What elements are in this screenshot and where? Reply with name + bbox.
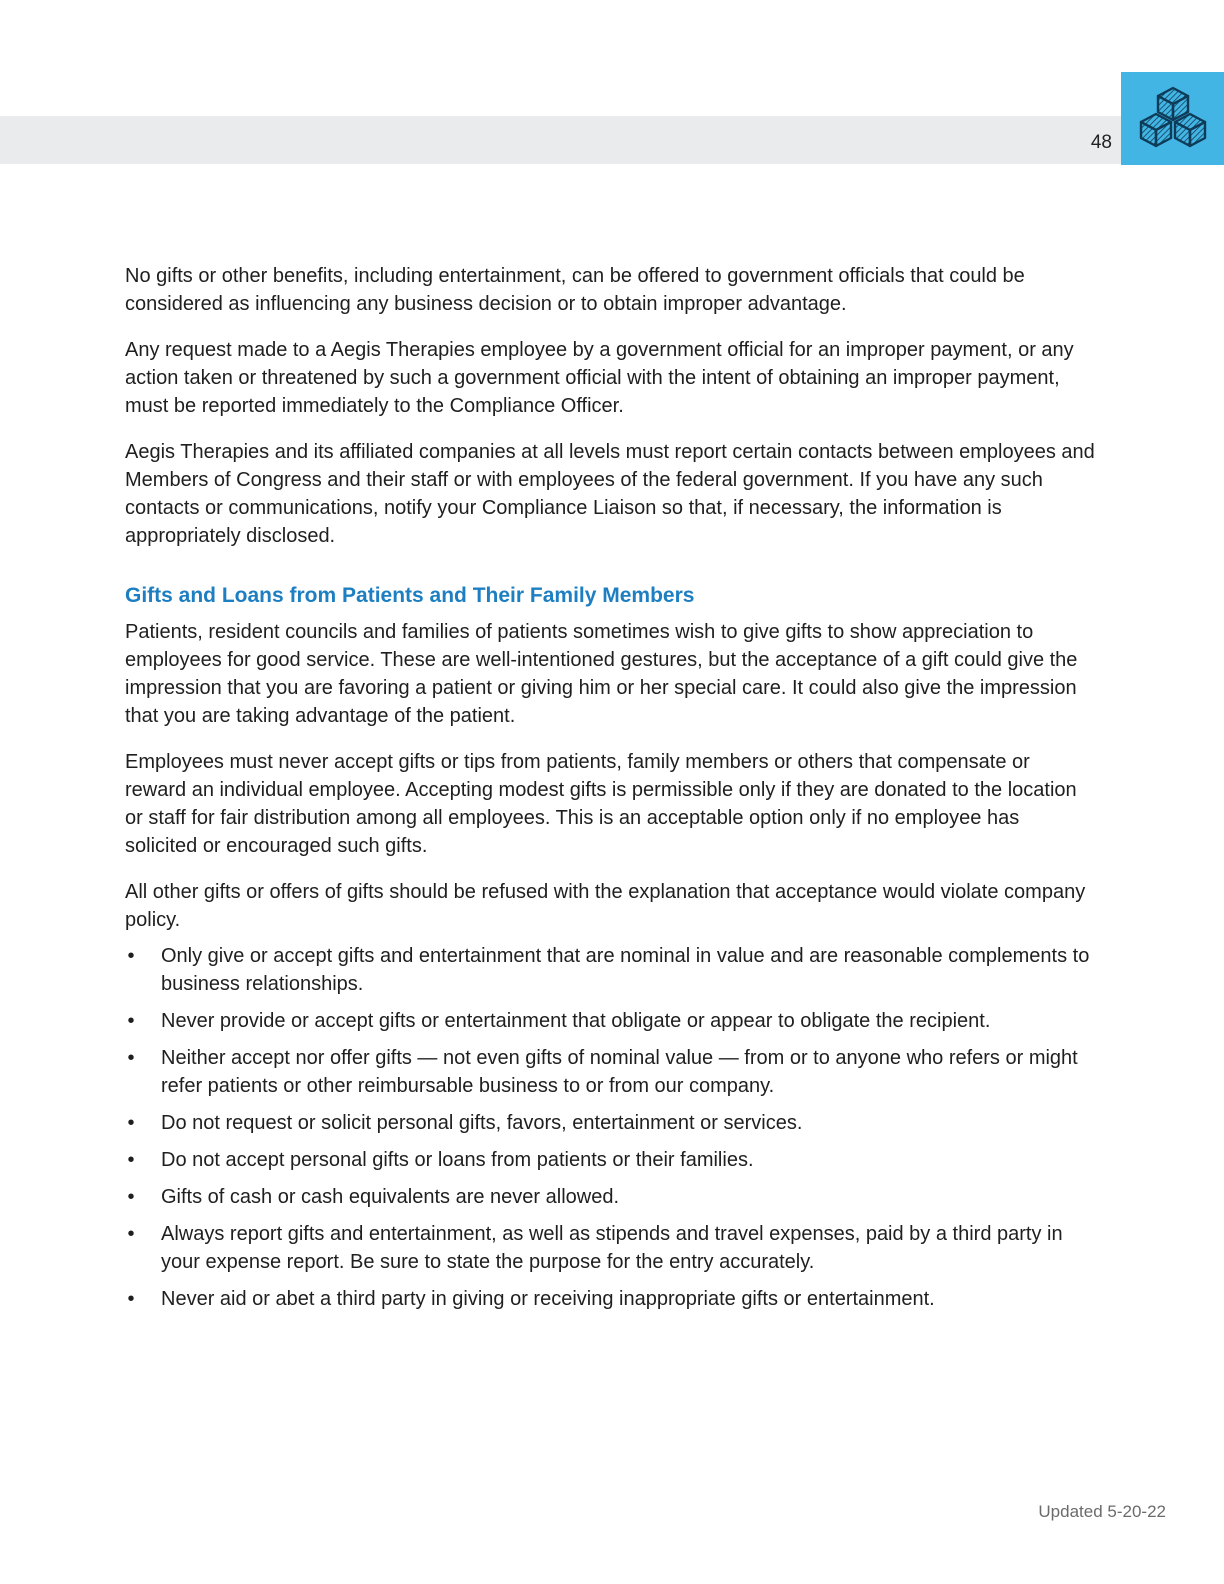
list-item [125,1109,1095,1137]
document-body [125,262,1095,1322]
list-item [125,1146,1095,1174]
bullet-icon: • [127,945,135,967]
footer-updated-date: Updated 5-20-22 [1038,1502,1166,1521]
bullet-icon: • [127,1149,135,1171]
list-item-text: Gifts of cash or cash equivalents are never allowed. [161,1186,620,1208]
list-item-text: Do not accept personal gifts or loans from patients or their families. [161,1149,754,1171]
header-band [0,116,1224,164]
list-item-text: Do not request or solicit personal gifts, favors, entertainment or services. [161,1112,803,1134]
paragraph-patient-gifts: Patients, resident councils and families of patients sometimes wish to give gifts to show appreciation to employees for good service. These are well-intentioned gestures, but the acceptance of a gift could give the impression that you are favoring a patient or giving him or her special care. It could also give the impression that you are taking advantage of the patient. [125,621,1078,727]
list-item-text: Never aid or abet a third party in giving or receiving inappropriate gifts or entertainment. [161,1288,935,1310]
page-number: 48 [1090,132,1112,153]
list-item-text: Always report gifts and entertainment, as well as stipends and travel expenses, paid by a third party in your expense report. Be sure to state the purpose for the entry accurately. [161,1223,1063,1273]
list-item [125,1220,1095,1276]
paragraph-government-gifts: No gifts or other benefits, including entertainment, can be offered to government officials that could be considered as influencing any business decision or to obtain improper advantage. [125,265,1025,315]
list-item [125,1044,1095,1100]
bullet-icon: • [127,1047,135,1069]
paragraph-refuse-gifts: All other gifts or offers of gifts should be refused with the explanation that acceptance would violate company policy. [125,881,1086,931]
list-item-text: Only give or accept gifts and entertainment that are nominal in value and are reasonable complements to business relationships. [161,945,1090,995]
list-item [125,1183,1095,1211]
paragraph-congress-contacts: Aegis Therapies and its affiliated companies at all levels must report certain contacts between employees and Members of Congress and their staff or with employees of the federal government. If you have any such contacts or communications, notify your Compliance Liaison so that, if necessary, the information is appropriately disclosed. [125,441,1095,547]
list-item-text: Neither accept nor offer gifts — not even gifts of nominal value — from or to anyone who refers or might refer patients or other reimbursable business to or from our company. [161,1047,1078,1097]
bullet-icon: • [127,1112,135,1134]
list-item [125,1285,1095,1313]
list-item-text: Never provide or accept gifts or entertainment that obligate or appear to obligate the recipient. [161,1010,991,1032]
bullet-list [125,942,1095,1313]
section-heading: Gifts and Loans from Patients and Their Family Members [125,584,695,607]
paragraph-improper-payment: Any request made to a Aegis Therapies employee by a government official for an improper payment, or any action taken or threatened by such a government official with the intent of obtaining an improper payment, must be reported immediately to the Compliance Officer. [125,339,1074,417]
list-item [125,1007,1095,1035]
paragraph-tips-policy: Employees must never accept gifts or tips from patients, family members or others that compensate or reward an individual employee. Accepting modest gifts is permissible only if they are donated to the location or staff for fair distribution among all employees. This is an acceptable option only if no employee has solicited or encouraged such gifts. [125,751,1077,857]
logo [1121,72,1224,165]
bullet-icon: • [127,1288,135,1310]
bullet-icon: • [127,1010,135,1032]
stacked-cubes-icon [1134,84,1212,154]
bullet-icon: • [127,1186,135,1208]
list-item [125,942,1095,998]
bullet-icon: • [127,1223,135,1245]
